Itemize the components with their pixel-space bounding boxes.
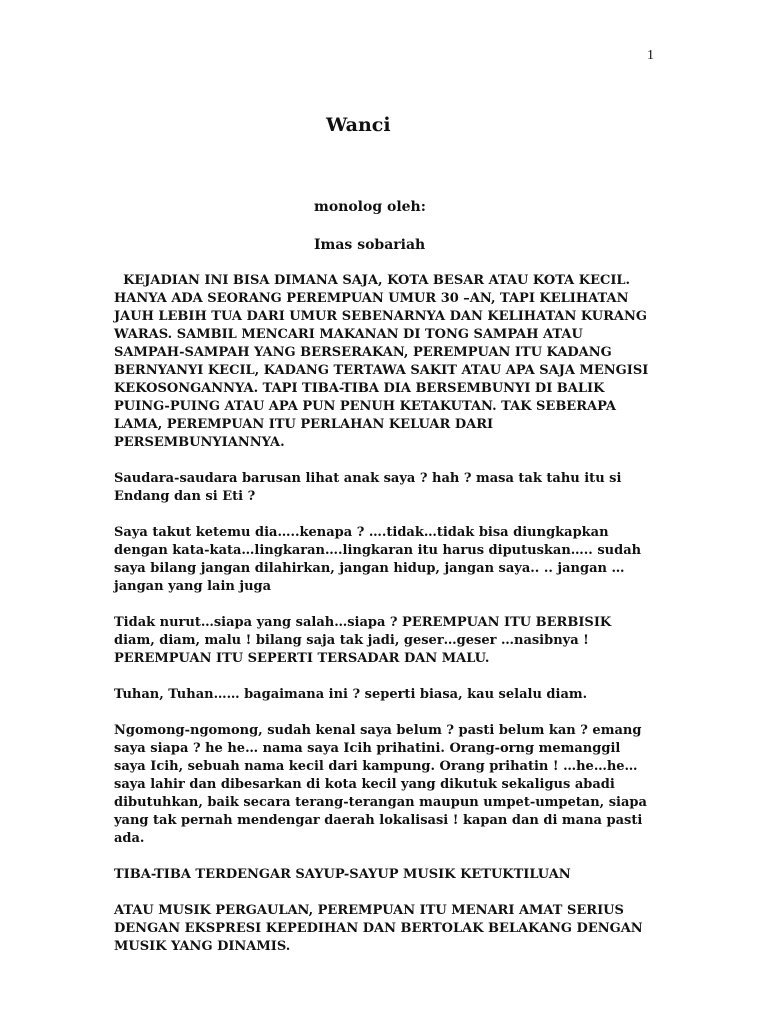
- paragraph-stage-direction-opening: KEJADIAN INI BISA DIMANA SAJA, KOTA BESAR ATAU KOTA KECIL. HANYA ADA SEORANG PEREMPUAN UMUR 30 –AN, TAPI KELIHATAN JAUH LEBIH TUA DARI UMUR SEBENARNYA DAN KELIHATAN KURANG WARAS. SAMBIL MENCARI MAKANAN DI TONG SAMPAH ATAU SAMPAH-SAMPAH YANG BERSERAKAN, PEREMPUAN ITU KADANG BERNYANYI KECIL, KADANG TERTAWA SAKIT ATAU APA SAJA MENGISI KEKOSONGANNYA. TAPI TIBA-TIBA DIA BERSEMBUNYI DI BALIK PUING-PUING ATAU APA PUN PENUH KETAKUTAN. TAK SEBERAPA LAMA, PEREMPUAN ITU PERLAHAN KELUAR DARI PERSEMBUNYIANNYA.: [114, 273, 653, 450]
- paragraph: Saudara-saudara barusan lihat anak saya ? hah ? masa tak tahu itu si Endang dan si Eti ?: [114, 471, 622, 504]
- paragraph: Ngomong-ngomong, sudah kenal saya belum ? pasti belum kan ? emang saya siapa ? he he… nama saya Icih prihatini. Orang-orng memanggil saya Icih, sebuah nama kecil dari kampung. Orang prihatin ! …he…he… saya lahir dan dibesarkan di kota kecil yang dikutuk sekaligus abadi dibutuhkan, baik secara terang-terangan maupun umpet-umpetan, siapa yang tak pernah mendengar daerah lokalisasi ! kapan dan di mana pasti ada.: [114, 723, 647, 846]
- paragraph-stage-direction: TIBA-TIBA TERDENGAR SAYUP-SAYUP MUSIK KETUKTILUAN: [114, 867, 571, 882]
- author-name: Imas sobariah: [314, 237, 426, 253]
- paragraph: Tidak nurut…siapa yang salah…siapa ? PEREMPUAN ITU BERBISIK diam, diam, malu ! bilang saja tak jadi, geser…geser …nasibnya ! PEREMPUAN ITU SEPERTI TERSADAR DAN MALU.: [114, 615, 612, 666]
- document-title: Wanci: [326, 114, 391, 136]
- page-number: 1: [647, 48, 654, 63]
- byline-label: monolog oleh:: [314, 199, 426, 215]
- paragraph: Saya takut ketemu dia…..kenapa ? ….tidak…tidak bisa diungkapkan dengan kata-kata…lingkaran….lingkaran itu harus diputuskan….. sudah saya bilang jangan dilahirkan, jangan hidup, jangan saya.. .. jangan …jangan yang lain juga: [114, 525, 642, 594]
- paragraph-stage-direction: ATAU MUSIK PERGAULAN, PEREMPUAN ITU MENARI AMAT SERIUS DENGAN EKSPRESI KEPEDIHAN DAN BERTOLAK BELAKANG DENGAN MUSIK YANG DINAMIS.: [114, 903, 643, 954]
- paragraph: Tuhan, Tuhan…… bagaimana ini ? seperti biasa, kau selalu diam.: [114, 687, 588, 702]
- document-body: [114, 272, 654, 974]
